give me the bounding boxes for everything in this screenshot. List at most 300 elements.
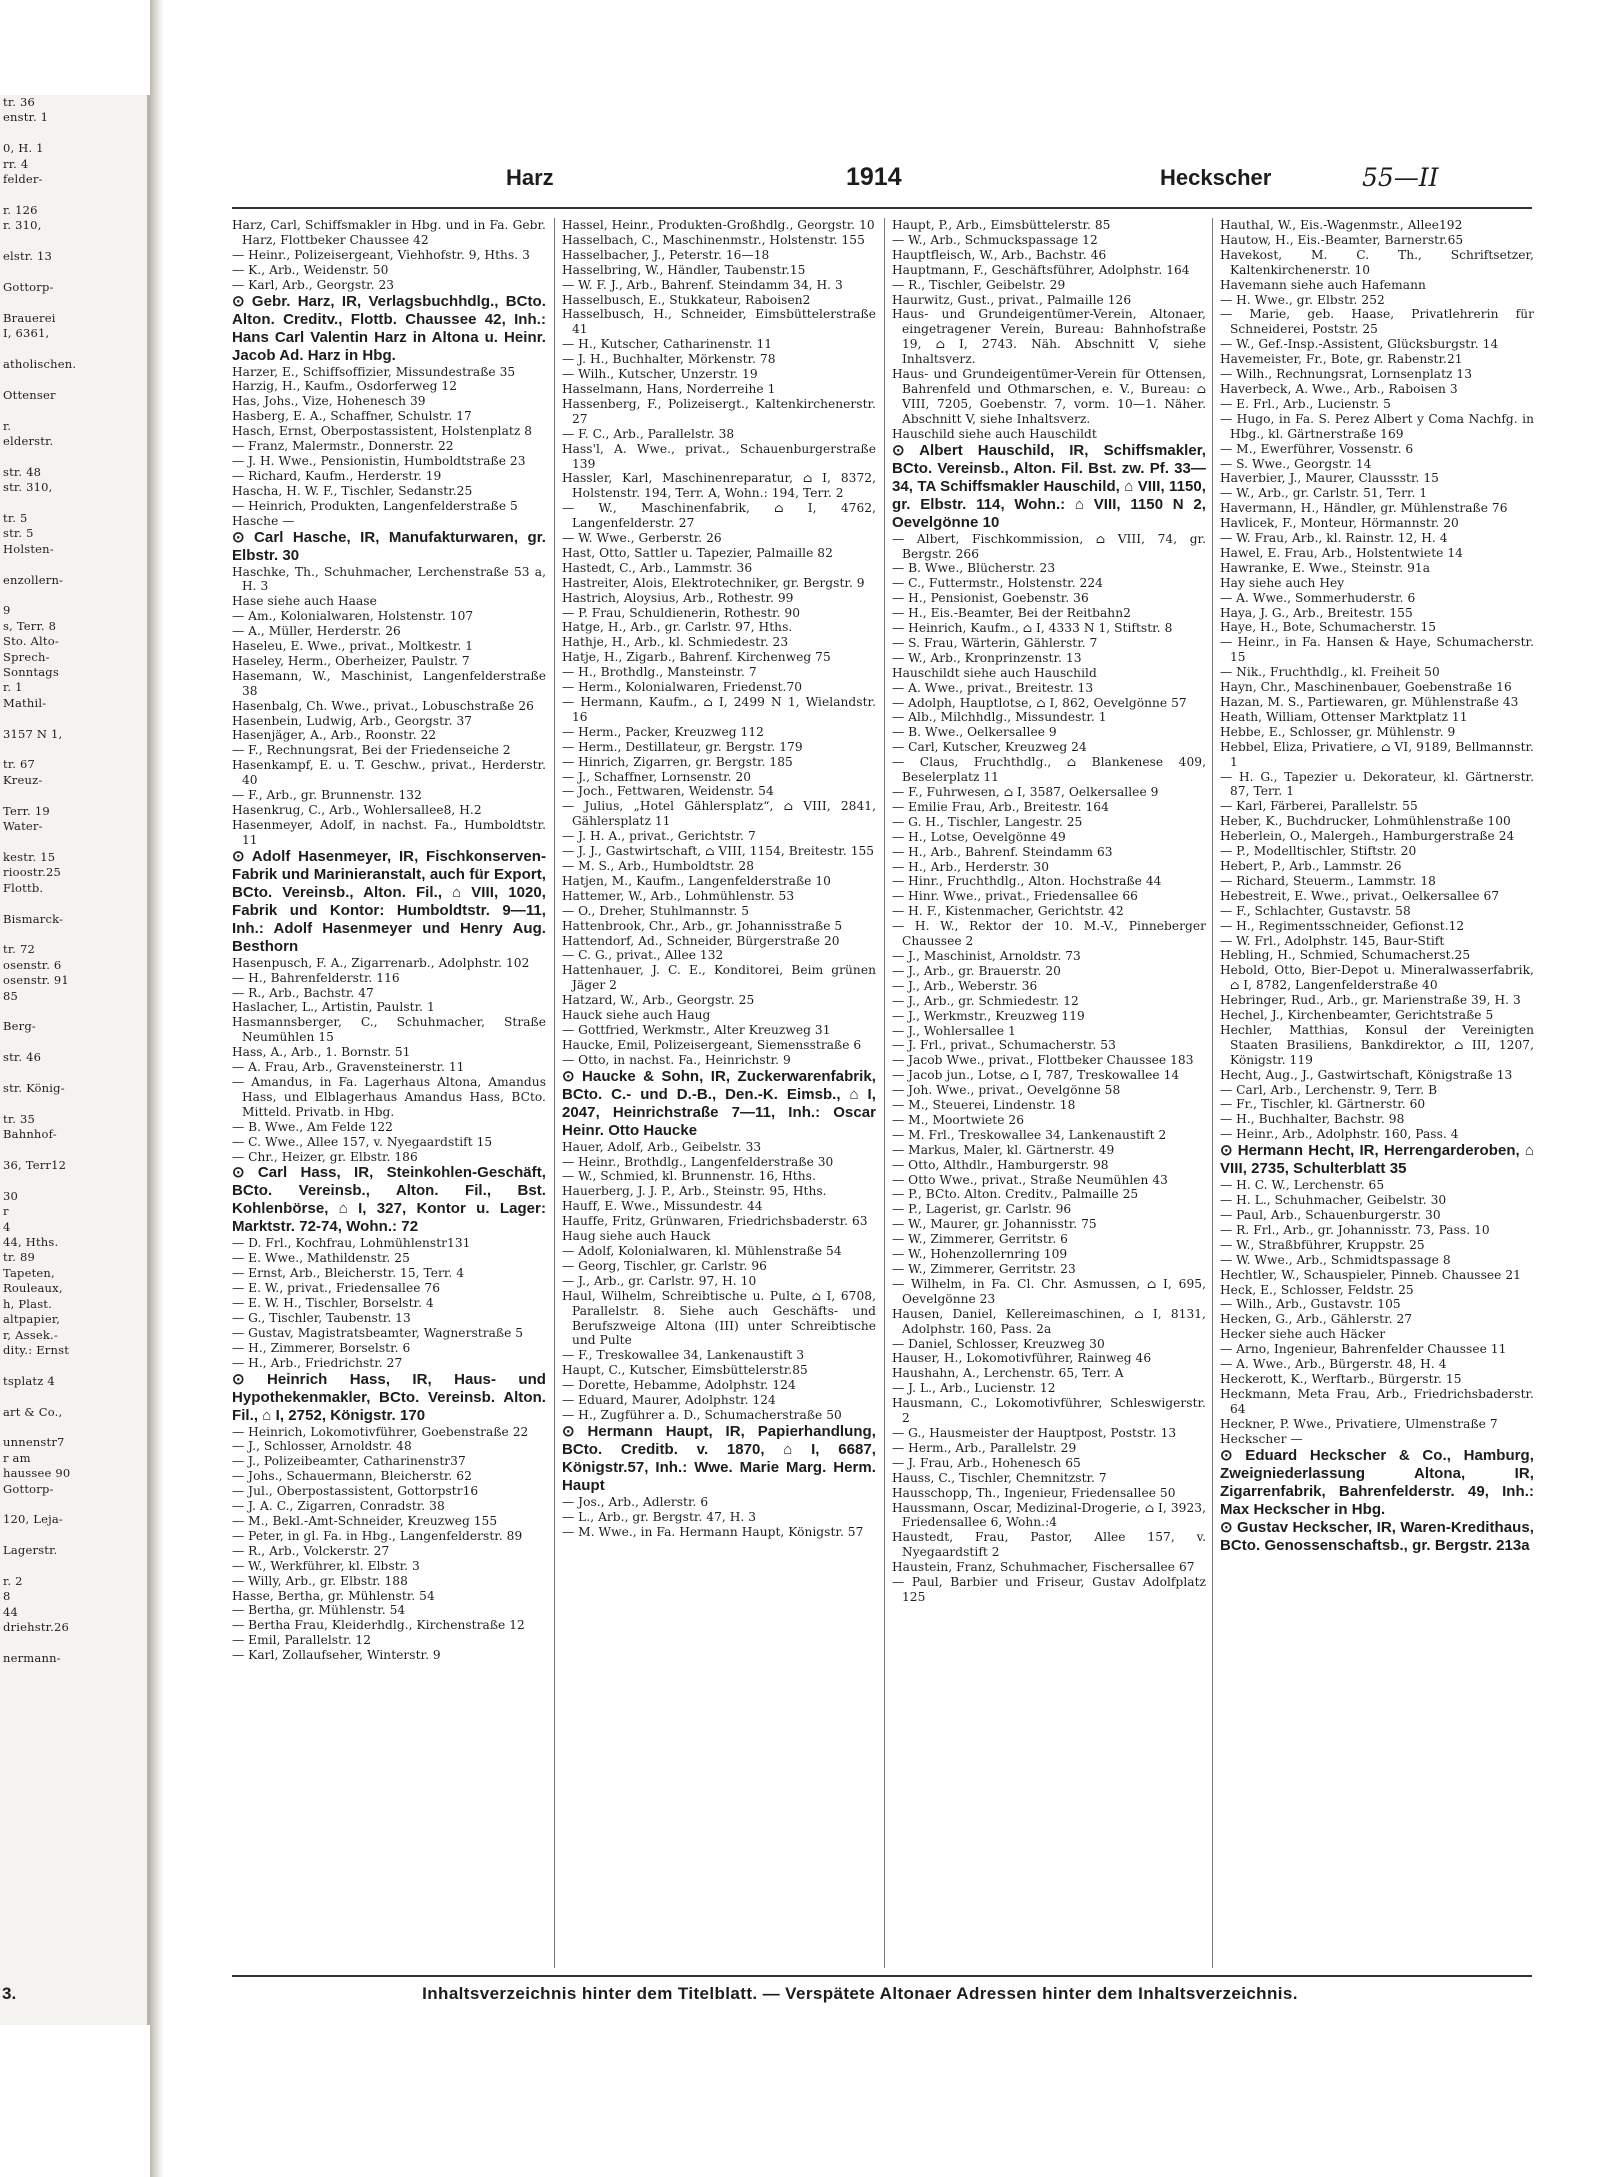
previous-page-line: tr. 89 bbox=[3, 1250, 35, 1265]
page-footer-note: Inhaltsverzeichnis hinter dem Titelblatt. — Verspätete Altonaer Adressen hinter dem Inhaltsverzeichnis. bbox=[422, 1984, 1298, 2003]
directory-entry: Hastedt, C., Arb., Lammstr. 36 bbox=[562, 560, 753, 575]
directory-entry: Havermann, H., Händler, gr. Mühlenstraße 76 bbox=[1220, 501, 1508, 516]
directory-entry: — Heinrich, Kaufm., ⌂ I, 4333 N 1, Stiftstr. 8 bbox=[892, 621, 1173, 636]
directory-entry: Hasberg, E. A., Schaffner, Schulstr. 17 bbox=[232, 409, 472, 424]
directory-entry: Heckerott, K., Werftarb., Bürgerstr. 15 bbox=[1220, 1371, 1462, 1386]
previous-page-line: Holsten- bbox=[3, 541, 54, 556]
directory-entry: — W. Frl., Adolphstr. 145, Baur-Stift bbox=[1220, 933, 1445, 948]
previous-page-line: osenstr. 6 bbox=[3, 957, 62, 972]
directory-entry: — A. Wwe., privat., Breitestr. 13 bbox=[892, 680, 1094, 695]
directory-entry: — W., Maurer, gr. Johannisstr. 75 bbox=[892, 1217, 1097, 1232]
directory-entry: — Heinrich, Produkten, Langenfelderstraße 5 bbox=[232, 498, 518, 513]
previous-page-line bbox=[0, 264, 150, 279]
directory-entry: Hass, A., Arb., 1. Bornstr. 51 bbox=[232, 1045, 411, 1060]
directory-entry: Hebringer, Rud., Arb., gr. Marienstraße 39, H. 3 bbox=[1220, 993, 1521, 1008]
previous-page-line bbox=[0, 588, 150, 603]
directory-entry: — W., Straßbführer, Kruppstr. 25 bbox=[1220, 1237, 1425, 1252]
directory-entry: — W., Gef.-Insp.-Assistent, Glücksburgstr. 14 bbox=[1220, 337, 1499, 352]
previous-page-line: Bahnhof- bbox=[3, 1127, 57, 1142]
previous-page-line bbox=[0, 711, 150, 726]
directory-entry: — B. Wwe., Am Felde 122 bbox=[232, 1119, 393, 1134]
directory-entry-advertised: ⊙ Albert Hauschild, IR, Schiffsmakler, BCto. Vereinsb., Alton. Fil. Bst. zw. Pf. 33—34, TA Schiffsmakler Hauschild, ⌂ VIII, 1150, gr. Elbstr. 114, Wohn.: ⌂ VIII, 1150 N 2, Oevelgönne 10 bbox=[892, 441, 1206, 531]
directory-entry: — Heinr., in Fa. Hansen & Haye, Schumacherstr. 15 bbox=[1220, 635, 1534, 665]
directory-entry: — W., Arb., Schmuckspassage 12 bbox=[892, 232, 1098, 247]
directory-entry-advertised: ⊙ Carl Hass, IR, Steinkohlen-Geschäft, BCto. Vereinsb., Alton. Fil., Bst. Kohlenbörse, ⌂ I, 327, Kontor u. Lager: Marktstr. 72-74, Wohn.: 72 bbox=[232, 1164, 546, 1236]
directory-entry: — Hugo, in Fa. S. Perez Albert y Coma Nachfg. in Hbg., kl. Gärtnerstraße 169 bbox=[1220, 411, 1534, 441]
directory-entry: Hay siehe auch Hey bbox=[1220, 575, 1345, 590]
directory-entry: — Georg, Tischler, gr. Carlstr. 96 bbox=[562, 1258, 767, 1273]
directory-entry: — W., Werkführer, kl. Elbstr. 3 bbox=[232, 1558, 420, 1573]
directory-entry: — Karl, Zollaufseher, Winterstr. 9 bbox=[232, 1648, 441, 1663]
directory-entry: Heberlein, O., Malergeh., Hamburgerstraße 24 bbox=[1220, 829, 1515, 844]
previous-page-line: Flottb. bbox=[3, 880, 44, 895]
directory-entry: Haverbier, J., Maurer, Claussstr. 15 bbox=[1220, 471, 1439, 486]
directory-entry: Hattenhauer, J. C. E., Konditorei, Beim grünen Jäger 2 bbox=[562, 963, 876, 993]
directory-entry: — W. Wwe., Arb., Schmidtspassage 8 bbox=[1220, 1252, 1451, 1267]
directory-entry: Hausmann, C., Lokomotivführer, Schleswigerstr. 2 bbox=[892, 1396, 1206, 1426]
directory-entry: — Johs., Schauermann, Bleicherstr. 62 bbox=[232, 1469, 472, 1484]
previous-page-line: r. bbox=[3, 418, 12, 433]
previous-page-line: h, Plast. bbox=[3, 1296, 52, 1311]
directory-entry: — Richard, Steuerm., Lammstr. 18 bbox=[1220, 873, 1436, 888]
directory-entry: Havemeister, Fr., Bote, gr. Rabenstr.21 bbox=[1220, 352, 1463, 367]
previous-page-line: rr. 4 bbox=[3, 156, 29, 171]
directory-entry: Hastrich, Aloysius, Arb., Rothestr. 99 bbox=[562, 590, 794, 605]
previous-page-line bbox=[0, 449, 150, 464]
directory-entry: — P., Lagerist, gr. Carlstr. 96 bbox=[892, 1202, 1072, 1217]
directory-entry: — Jacob Wwe., privat., Flottbeker Chaussee 183 bbox=[892, 1053, 1194, 1068]
directory-entry: — G., Hausmeister der Hauptpost, Poststr. 13 bbox=[892, 1425, 1177, 1440]
previous-page-line: 3157 N 1, bbox=[3, 726, 63, 741]
directory-entry: Haurwitz, Gust., privat., Palmaille 126 bbox=[892, 292, 1132, 307]
directory-entry: Hasenbalg, Ch. Wwe., privat., Lobuschstraße 26 bbox=[232, 698, 534, 713]
directory-entry: — Jacob jun., Lotse, ⌂ I, 787, Treskowallee 14 bbox=[892, 1068, 1180, 1083]
directory-entry: — A., Müller, Herderstr. 26 bbox=[232, 624, 401, 639]
directory-entry: — H., Pensionist, Goebenstr. 36 bbox=[892, 591, 1089, 606]
directory-entry: — F., Schlachter, Gustavstr. 58 bbox=[1220, 903, 1411, 918]
directory-entry: — Hinr. Wwe., privat., Friedensallee 66 bbox=[892, 889, 1138, 904]
directory-entry: Havemann siehe auch Hafemann bbox=[1220, 277, 1426, 292]
directory-entry: — Herm., Kolonialwaren, Friedenst.70 bbox=[562, 680, 803, 695]
column-divider bbox=[1212, 218, 1213, 1968]
previous-page-line: 0, H. 1 bbox=[3, 141, 44, 156]
directory-entry: Heck, E., Schlosser, Feldstr. 25 bbox=[1220, 1282, 1414, 1297]
directory-entry: Harz, Carl, Schiffsmakler in Hbg. und in Fa. Gebr. Harz, Flottbeker Chaussee 42 bbox=[232, 218, 546, 247]
previous-page-line: Brauerei bbox=[3, 310, 56, 325]
directory-entry: — J. Frl., privat., Schumacherstr. 53 bbox=[892, 1038, 1116, 1053]
directory-entry: Hatge, H., Arb., gr. Carlstr. 97, Hths. bbox=[562, 620, 793, 635]
previous-page-line: r. 126 bbox=[3, 202, 38, 217]
directory-entry: Heber, K., Buchdrucker, Lohmühlenstraße 100 bbox=[1220, 814, 1511, 829]
directory-entry-advertised: ⊙ Adolf Hasenmeyer, IR, Fischkonserven-Fabrik und Marinieranstalt, auch für Export, BCto. Vereinsb., Alton. Fil., ⌂ VIII, 1020, Fabrik und Kontor: Humboldtstr. 9—11, Inh.: Adolf Hasenmeyer und Henry Aug. Besthorn bbox=[232, 847, 546, 955]
directory-entry: Haseleu, E. Wwe., privat., Moltkestr. 1 bbox=[232, 639, 474, 654]
column-3 bbox=[892, 218, 1206, 1968]
directory-entry: Hausschopp, Th., Ingenieur, Friedensallee 50 bbox=[892, 1485, 1176, 1500]
directory-entry: Hassel, Heinr., Produkten-Großhdlg., Georgstr. 10 bbox=[562, 218, 875, 232]
directory-entry: — Fr., Tischler, kl. Gärtnerstr. 60 bbox=[1220, 1097, 1426, 1112]
previous-page-line: unnenstr7 bbox=[3, 1435, 65, 1450]
directory-entry: — R. Frl., Arb., gr. Johannisstr. 73, Pass. 10 bbox=[1220, 1222, 1490, 1237]
directory-entry: — Daniel, Schlosser, Kreuzweg 30 bbox=[892, 1336, 1105, 1351]
directory-entry: — S. Wwe., Georgstr. 14 bbox=[1220, 456, 1372, 471]
directory-entry: — Gottfried, Werkmstr., Alter Kreuzweg 31 bbox=[562, 1022, 831, 1037]
directory-entry: — R., Arb., Bachstr. 47 bbox=[232, 985, 374, 1000]
directory-entry: — H., Brothdlg., Mansteinstr. 7 bbox=[562, 665, 757, 680]
directory-entry: Harzer, E., Schiffsoffizier, Missundestraße 35 bbox=[232, 364, 516, 379]
directory-entry: — Bertha Frau, Kleiderhdlg., Kirchenstraße 12 bbox=[232, 1618, 525, 1633]
previous-page-line: enstr. 1 bbox=[3, 110, 49, 125]
previous-page-line bbox=[0, 1143, 150, 1158]
directory-entry: — F., Fuhrwesen, ⌂ I, 3587, Oelkersallee 9 bbox=[892, 785, 1159, 799]
directory-entry: Hauff, E. Wwe., Missundestr. 44 bbox=[562, 1199, 763, 1214]
directory-page bbox=[170, 0, 1550, 2177]
directory-entry: Hattenbrook, Chr., Arb., gr. Johannisstraße 5 bbox=[562, 918, 843, 933]
directory-entry: — J., Schlosser, Arnoldstr. 48 bbox=[232, 1439, 412, 1454]
directory-entry: Havlicek, F., Monteur, Hörmannstr. 20 bbox=[1220, 516, 1459, 531]
directory-entry: — A. Wwe., Arb., Bürgerstr. 48, H. 4 bbox=[1220, 1357, 1447, 1372]
directory-entry: — H. Wwe., gr. Elbstr. 252 bbox=[1220, 292, 1385, 307]
previous-page-line bbox=[0, 342, 150, 357]
directory-entry: Hassenberg, F., Polizeisergt., Kaltenkirchenerstr. 27 bbox=[562, 396, 876, 426]
directory-entry: Hasselbusch, E., Stukkateur, Raboisen2 bbox=[562, 292, 811, 307]
previous-page-line bbox=[0, 1389, 150, 1404]
directory-entry: — F., Treskowallee 34, Lankenaustift 3 bbox=[562, 1348, 805, 1363]
directory-entry: — H., Arb., Friedrichstr. 27 bbox=[232, 1355, 403, 1370]
previous-page-line: 44, Hths. bbox=[3, 1235, 59, 1250]
previous-page-line bbox=[0, 372, 150, 387]
directory-entry: — Am., Kolonialwaren, Holstenstr. 107 bbox=[232, 609, 474, 624]
column-4 bbox=[1220, 218, 1534, 1968]
directory-entry: — H., Zimmerer, Borselstr. 6 bbox=[232, 1340, 411, 1355]
directory-entry: — H. G., Tapezier u. Dekorateur, kl. Gärtnerstr. 87, Terr. 1 bbox=[1220, 769, 1534, 799]
directory-entry: — Heinr., Brothdlg., Langenfelderstraße 30 bbox=[562, 1154, 834, 1169]
header-right-keyword: Heckscher bbox=[1160, 165, 1272, 190]
directory-entry: — Gustav, Magistratsbeamter, Wagnerstraße 5 bbox=[232, 1325, 524, 1340]
directory-entry: — Jos., Arb., Adlerstr. 6 bbox=[562, 1494, 709, 1509]
directory-entry: — J. H. Wwe., Pensionistin, Humboldtstraße 23 bbox=[232, 453, 526, 468]
previous-page-line: elstr. 13 bbox=[3, 249, 52, 264]
directory-entry-advertised: ⊙ Hermann Hecht, IR, Herrengarderoben, ⌂ VIII, 2735, Schulterblatt 35 bbox=[1220, 1142, 1534, 1178]
previous-page-line bbox=[0, 1173, 150, 1188]
directory-entry: Hauser, H., Lokomotivführer, Rainweg 46 bbox=[892, 1351, 1152, 1366]
previous-page-line: tr. 35 bbox=[3, 1111, 35, 1126]
previous-page-line bbox=[0, 1636, 150, 1651]
directory-entry: — Herm., Destillateur, gr. Bergstr. 179 bbox=[562, 739, 803, 754]
directory-entry: — Heinr., Arb., Adolphstr. 160, Pass. 4 bbox=[1220, 1127, 1459, 1142]
previous-page-line: 120, Leja- bbox=[3, 1512, 64, 1527]
directory-entry: — E. W. H., Tischler, Borselstr. 4 bbox=[232, 1296, 434, 1311]
previous-page-line: Sprech- bbox=[3, 649, 50, 664]
directory-entry: — Chr., Heizer, gr. Elbstr. 186 bbox=[232, 1149, 418, 1164]
previous-page-line bbox=[0, 1559, 150, 1574]
directory-entry: — Ernst, Arb., Bleicherstr. 15, Terr. 4 bbox=[232, 1266, 465, 1281]
directory-entry: — H., Regimentsschneider, Gefionst.12 bbox=[1220, 918, 1465, 933]
directory-entry: — A. Wwe., Sommerhuderstr. 6 bbox=[1220, 590, 1416, 605]
directory-entry: — Markus, Maler, kl. Gärtnerstr. 49 bbox=[892, 1142, 1115, 1157]
directory-entry: Haussmann, Oscar, Medizinal-Drogerie, ⌂ I, 3923, Friedensallee 6, Wohn.:4 bbox=[892, 1500, 1206, 1530]
directory-entry: — H., Kutscher, Catharinenstr. 11 bbox=[562, 337, 773, 352]
directory-entry: — Otto, Althdlr., Hamburgerstr. 98 bbox=[892, 1157, 1109, 1172]
directory-entry: — Joh. Wwe., privat., Oevelgönne 58 bbox=[892, 1083, 1121, 1098]
directory-entry: Hassler, Karl, Maschinenreparatur, ⌂ I, 8372, Holstenstr. 194, Terr. A, Wohn.: 194, Terr. 2 bbox=[562, 471, 876, 501]
directory-entry: — Paul, Barbier und Friseur, Gustav Adolfplatz 125 bbox=[892, 1575, 1206, 1604]
previous-page-line: atholischen. bbox=[3, 356, 77, 371]
previous-page-line: Ottenser bbox=[3, 387, 56, 402]
previous-page-line: tr. 72 bbox=[3, 942, 35, 957]
previous-page-line: Berg- bbox=[3, 1019, 37, 1034]
directory-entry: Heckscher — bbox=[1220, 1431, 1303, 1446]
directory-entry: — J., Wohlersallee 1 bbox=[892, 1023, 1016, 1038]
directory-entry: Hast, Otto, Sattler u. Tapezier, Palmaille 82 bbox=[562, 545, 833, 560]
previous-page-line: osenstr. 91 bbox=[3, 973, 69, 988]
directory-entry: Haye, H., Bote, Schumacherstr. 15 bbox=[1220, 620, 1437, 635]
directory-columns bbox=[232, 218, 1532, 1968]
previous-page-line: str. 5 bbox=[3, 526, 34, 541]
directory-entry: — J. J., Gastwirtschaft, ⌂ VIII, 1154, Breitestr. 155 bbox=[562, 844, 875, 859]
directory-entry: Hecht, Aug., J., Gastwirtschaft, Königstraße 13 bbox=[1220, 1067, 1513, 1082]
previous-page-line: 8 bbox=[3, 1589, 11, 1604]
page-number: 55—II bbox=[1362, 163, 1439, 192]
previous-page-line: art & Co., bbox=[3, 1404, 63, 1419]
directory-entry: Hauss, C., Tischler, Chemnitzstr. 7 bbox=[892, 1470, 1107, 1485]
directory-entry: — Otto, in nachst. Fa., Heinrichstr. 9 bbox=[562, 1052, 791, 1067]
previous-page-line bbox=[0, 1035, 150, 1050]
previous-page-line: altpapier, bbox=[3, 1312, 61, 1327]
directory-entry: Hasse, Bertha, gr. Mühlenstr. 54 bbox=[232, 1588, 435, 1603]
directory-entry: Hauptfleisch, W., Arb., Bachstr. 46 bbox=[892, 247, 1107, 262]
previous-page-line bbox=[0, 742, 150, 757]
previous-page-line bbox=[0, 927, 150, 942]
previous-page-line bbox=[0, 496, 150, 511]
directory-entry: — C. G., privat., Allee 132 bbox=[562, 948, 724, 963]
directory-entry: — J. H., Buchhalter, Mörkenstr. 78 bbox=[562, 352, 776, 367]
directory-entry: — Wilh., Arb., Gustavstr. 105 bbox=[1220, 1297, 1401, 1312]
directory-entry: — H. L., Schuhmacher, Geibelstr. 30 bbox=[1220, 1193, 1447, 1208]
column-1 bbox=[232, 218, 546, 1968]
directory-entry: Hauptmann, F., Geschäftsführer, Adolphstr. 164 bbox=[892, 262, 1190, 277]
directory-entry: Hass'l, A. Wwe., privat., Schauenburgerstraße 139 bbox=[562, 441, 876, 471]
previous-page-line: nermann- bbox=[3, 1651, 61, 1666]
directory-entry: Hauck siehe auch Haug bbox=[562, 1008, 711, 1023]
previous-page-line: 85 bbox=[3, 988, 19, 1003]
directory-entry-advertised: ⊙ Hermann Haupt, IR, Papierhandlung, BCto. Creditb. v. 1870, ⌂ I, 6687, Königstr.57, Inh.: Wwe. Marie Marg. Herm. Haupt bbox=[562, 1422, 876, 1494]
directory-entry: Hazan, M. S., Partiewaren, gr. Mühlenstraße 43 bbox=[1220, 695, 1519, 709]
directory-entry: — W., Schmied, kl. Brunnenstr. 16, Hths. bbox=[562, 1169, 816, 1184]
directory-entry: Hecker siehe auch Häcker bbox=[1220, 1327, 1386, 1342]
directory-entry: Haupt, C., Kutscher, Eimsbüttelerstr.85 bbox=[562, 1363, 808, 1378]
directory-entry: Haustedt, Frau, Pastor, Allee 157, v. Nyegaardstift 2 bbox=[892, 1530, 1206, 1560]
directory-entry: — M., Bekl.-Amt-Schneider, Kreuzweg 155 bbox=[232, 1514, 498, 1528]
directory-entry: Hase siehe auch Haase bbox=[232, 594, 377, 609]
previous-page-line: 44 bbox=[3, 1604, 19, 1619]
directory-entry: Hebestreit, E. Wwe., privat., Oelkersallee 67 bbox=[1220, 888, 1500, 903]
directory-entry: — H., Bahrenfelderstr. 116 bbox=[232, 970, 400, 985]
directory-entry: — Richard, Kaufm., Herderstr. 19 bbox=[232, 468, 442, 483]
directory-entry: Harzig, H., Kaufm., Osdorferweg 12 bbox=[232, 379, 458, 394]
directory-entry: — G. H., Tischler, Langestr. 25 bbox=[892, 814, 1083, 829]
directory-entry: — C. Wwe., Allee 157, v. Nyegaardstift 15 bbox=[232, 1134, 493, 1149]
previous-page-line: 9 bbox=[3, 603, 11, 618]
previous-page-line: Bismarck- bbox=[3, 911, 64, 926]
directory-entry-advertised: ⊙ Haucke & Sohn, IR, Zuckerwarenfabrik, BCto. C.- und D.-B., Den.-K. Eimsb., ⌂ I, 2047, Heinrichstraße 7—11, Inh.: Oscar Heinr. Otto Haucke bbox=[562, 1067, 876, 1139]
directory-entry: — H., Zugführer a. D., Schumacherstraße 50 bbox=[562, 1407, 842, 1422]
header-year: 1914 bbox=[846, 163, 902, 191]
directory-entry: — Carl, Kutscher, Kreuzweg 24 bbox=[892, 740, 1087, 755]
directory-entry: Heath, William, Ottenser Marktplatz 11 bbox=[1220, 709, 1468, 724]
directory-entry: — W., Zimmerer, Gerritstr. 6 bbox=[892, 1232, 1068, 1247]
directory-entry: Hasselbring, W., Händler, Taubenstr.15 bbox=[562, 262, 806, 277]
directory-entry: — Heinrich, Lokomotivführer, Goebenstraße 22 bbox=[232, 1424, 529, 1439]
directory-entry: Hasenbein, Ludwig, Arb., Georgstr. 37 bbox=[232, 713, 473, 728]
directory-entry: — J., Werkmstr., Kreuzweg 119 bbox=[892, 1008, 1085, 1023]
directory-entry: Hathje, H., Arb., kl. Schmiedestr. 23 bbox=[562, 635, 789, 650]
previous-page-line: Sto. Alto- bbox=[3, 634, 59, 649]
directory-entry: — Franz, Malermstr., Donnerstr. 22 bbox=[232, 439, 454, 454]
directory-entry: Hasselmann, Hans, Norderreihe 1 bbox=[562, 381, 776, 396]
directory-entry: — M. S., Arb., Humboldtstr. 28 bbox=[562, 858, 755, 873]
previous-page-footer: 3. bbox=[2, 1984, 17, 2003]
directory-entry: — Karl, Färberei, Parallelstr. 55 bbox=[1220, 799, 1418, 814]
directory-entry: — Wilhelm, in Fa. Cl. Chr. Asmussen, ⌂ I, 695, Oevelgönne 23 bbox=[892, 1276, 1206, 1306]
directory-entry-advertised: ⊙ Eduard Heckscher & Co., Hamburg, Zweigniederlassung Altona, IR, Zigarrenfabrik, Bahrenfelderstr. 49, Inh.: Max Heckscher in Hbg. bbox=[1220, 1446, 1534, 1518]
directory-entry: Haug siehe auch Hauck bbox=[562, 1229, 711, 1244]
directory-entry: — B. Wwe., Blücherstr. 23 bbox=[892, 561, 1056, 576]
directory-entry: Hastreiter, Alois, Elektrotechniker, gr. Bergstr. 9 bbox=[562, 575, 865, 590]
directory-entry: Hasenkrug, C., Arb., Wohlersallee8, H.2 bbox=[232, 803, 482, 817]
directory-entry: Hasmannsberger, C., Schuhmacher, Straße Neumühlen 15 bbox=[232, 1015, 546, 1045]
directory-entry: — W., Arb., gr. Carlstr. 51, Terr. 1 bbox=[1220, 486, 1428, 501]
directory-entry: Hauschildt siehe auch Hauschild bbox=[892, 665, 1097, 680]
directory-entry: — Bertha, gr. Mühlenstr. 54 bbox=[232, 1603, 406, 1618]
directory-entry: Hasche — bbox=[232, 513, 295, 528]
directory-entry: — Otto Wwe., privat., Straße Neumühlen 43 bbox=[892, 1172, 1168, 1187]
directory-entry: — Dorette, Hebamme, Adolphstr. 124 bbox=[562, 1378, 796, 1393]
directory-entry: Hausen, Daniel, Kellereimaschinen, ⌂ I, 8131, Adolphstr. 160, Pass. 2a bbox=[892, 1306, 1206, 1336]
directory-entry: Haslacher, L., Artistin, Paulstr. 1 bbox=[232, 1000, 435, 1015]
previous-page-line: r, Assek.- bbox=[3, 1327, 58, 1342]
directory-entry: — C., Futtermstr., Holstenstr. 224 bbox=[892, 576, 1103, 591]
directory-entry: Haseley, Herm., Oberheizer, Paulstr. 7 bbox=[232, 653, 470, 668]
previous-page-line: Gottorp- bbox=[3, 279, 54, 294]
header-left-keyword: Harz bbox=[506, 165, 554, 190]
directory-entry: — W., Zimmerer, Gerritstr. 23 bbox=[892, 1262, 1076, 1276]
directory-entry: — M., Ewerführer, Vossenstr. 6 bbox=[1220, 441, 1414, 456]
book-gutter bbox=[150, 0, 164, 2177]
previous-page-line: felder- bbox=[3, 172, 43, 187]
directory-entry: Hasselbach, C., Maschinenmstr., Holstenstr. 155 bbox=[562, 232, 865, 247]
directory-entry: — P., Modelltischler, Stiftstr. 20 bbox=[1220, 844, 1417, 859]
column-divider bbox=[884, 218, 885, 1968]
directory-entry: — J., Arb., gr. Carlstr. 97, H. 10 bbox=[562, 1273, 757, 1288]
directory-entry: Hechtler, W., Schauspieler, Pinneb. Chaussee 21 bbox=[1220, 1267, 1521, 1282]
previous-page-line: Sonntags bbox=[3, 665, 59, 680]
directory-entry: Hebert, P., Arb., Lammstr. 26 bbox=[1220, 858, 1402, 873]
previous-page-line bbox=[0, 403, 150, 418]
previous-page-line: I, 6361, bbox=[3, 326, 50, 341]
directory-entry: — D. Frl., Kochfrau, Lohmühlenstr131 bbox=[232, 1236, 471, 1251]
previous-page-line: 36, Terr12 bbox=[3, 1158, 67, 1173]
directory-entry-advertised: ⊙ Carl Hasche, IR, Manufakturwaren, gr. Elbstr. 30 bbox=[232, 528, 546, 564]
directory-entry: — P. Frau, Schuldienerin, Rothestr. 90 bbox=[562, 605, 801, 620]
directory-entry: Haustein, Franz, Schuhmacher, Fischersallee 67 bbox=[892, 1560, 1195, 1575]
directory-entry: — Hinr., Fruchthdlg., Alton. Hochstraße 44 bbox=[892, 874, 1162, 889]
directory-entry: Hebold, Otto, Bier-Depot u. Mineralwasserfabrik, ⌂ I, 8782, Langenfelderstraße 40 bbox=[1220, 963, 1534, 993]
header-rule bbox=[232, 207, 1532, 209]
directory-entry: — H. C. W., Lerchenstr. 65 bbox=[1220, 1178, 1385, 1193]
previous-page-line: Tapeten, bbox=[3, 1265, 55, 1280]
previous-page-line: s, Terr. 8 bbox=[3, 618, 57, 633]
directory-entry: Hasemann, W., Maschinist, Langenfelderstraße 38 bbox=[232, 668, 546, 698]
previous-page-line: tr. 36 bbox=[3, 95, 35, 109]
directory-entry: — J., Arb., gr. Brauerstr. 20 bbox=[892, 963, 1061, 978]
directory-entry: Haya, J. G., Arb., Breitestr. 155 bbox=[1220, 605, 1413, 620]
previous-page-line bbox=[0, 187, 150, 202]
previous-page-line: kestr. 15 bbox=[3, 849, 56, 864]
directory-entry: Hebbe, E., Schlosser, gr. Mühlenstr. 9 bbox=[1220, 724, 1456, 739]
previous-page-line bbox=[0, 1497, 150, 1512]
directory-entry: Haus- und Grundeigentümer-Verein, Altonaer, eingetragener Verein, Bureau: Bahnhofstraße 19, ⌂ I, 2743. Näh. Abschnitt V, siehe Inhaltsverz. bbox=[892, 307, 1206, 367]
previous-page-line: Lagerstr. bbox=[3, 1543, 58, 1558]
directory-entry: — W. Frau, Arb., kl. Rainstr. 12, H. 4 bbox=[1220, 531, 1448, 546]
directory-entry: — G., Tischler, Taubenstr. 13 bbox=[232, 1310, 411, 1325]
directory-entry: — M., Moortwiete 26 bbox=[892, 1112, 1025, 1127]
directory-entry: — Herm., Arb., Parallelstr. 29 bbox=[892, 1440, 1077, 1455]
previous-page-line: driehstr.26 bbox=[3, 1620, 69, 1635]
directory-entry: — J., Maschinist, Arnoldstr. 73 bbox=[892, 948, 1081, 963]
previous-page-line: Gottorp- bbox=[3, 1481, 54, 1496]
directory-entry: — Alb., Milchhdlg., Missundestr. 1 bbox=[892, 710, 1107, 725]
directory-entry: — W., Hohenzollernring 109 bbox=[892, 1247, 1068, 1262]
previous-page-line: 30 bbox=[3, 1188, 19, 1203]
previous-page-line bbox=[0, 1096, 150, 1111]
directory-entry: — J., Arb., gr. Schmiedestr. 12 bbox=[892, 993, 1079, 1008]
directory-entry: — Herm., Packer, Kreuzweg 112 bbox=[562, 724, 764, 739]
directory-entry: — M. Frl., Treskowallee 34, Lankenaustift 2 bbox=[892, 1127, 1167, 1142]
directory-entry: — F., Rechnungsrat, Bei der Friedenseiche 2 bbox=[232, 743, 511, 758]
directory-entry: Hatjen, M., Kaufm., Langenfelderstraße 10 bbox=[562, 873, 831, 888]
directory-entry: — Joch., Fettwaren, Weidenstr. 54 bbox=[562, 784, 774, 799]
directory-entry: Hauer, Adolf, Arb., Geibelstr. 33 bbox=[562, 1139, 762, 1154]
page-header bbox=[170, 165, 1550, 205]
previous-page-line: str. König- bbox=[3, 1081, 65, 1095]
previous-page-line bbox=[0, 234, 150, 249]
directory-entry: — R., Tischler, Geibelstr. 29 bbox=[892, 277, 1066, 292]
directory-entry: — Adolf, Kolonialwaren, kl. Mühlenstraße 54 bbox=[562, 1244, 842, 1258]
directory-entry: Hasch, Ernst, Oberpostassistent, Holstenplatz 8 bbox=[232, 424, 533, 439]
directory-entry: — J. A. C., Zigarren, Conradstr. 38 bbox=[232, 1499, 445, 1514]
previous-page-line: str. 310, bbox=[3, 480, 53, 495]
previous-page-line bbox=[0, 126, 150, 141]
directory-entry: Hecken, G., Arb., Gählerstr. 27 bbox=[1220, 1312, 1413, 1327]
previous-page-line: r. 310, bbox=[3, 218, 42, 233]
directory-entry: — Albert, Fischkommission, ⌂ VIII, 74, gr. Bergstr. 266 bbox=[892, 531, 1206, 561]
directory-entry: — Amandus, in Fa. Lagerhaus Altona, Amandus Hass, und Elblagerhaus Amandus Hass, BCto. Mitteld. Privatb. in Hbg. bbox=[232, 1074, 546, 1119]
directory-entry: — J. H. A., privat., Gerichtstr. 7 bbox=[562, 829, 756, 844]
directory-entry: — A. Frau, Arb., Gravensteinerstr. 11 bbox=[232, 1060, 465, 1075]
directory-entry: Hayn, Chr., Maschinenbauer, Goebenstraße 16 bbox=[1220, 680, 1512, 695]
directory-entry: Hattemer, W., Arb., Lohmühlenstr. 53 bbox=[562, 888, 795, 903]
directory-entry: Hattendorf, Ad., Schneider, Bürgerstraße 20 bbox=[562, 933, 840, 948]
directory-entry: Hechel, J., Kirchenbeamter, Gerichtstraße 5 bbox=[1220, 1008, 1494, 1023]
previous-page-line bbox=[0, 835, 150, 850]
directory-entry: — Paul, Arb., Schauenburgerstr. 30 bbox=[1220, 1208, 1441, 1222]
directory-entry: — M., Steuerei, Lindenstr. 18 bbox=[892, 1098, 1076, 1113]
directory-entry: Haucke, Emil, Polizeisergeant, Siemensstraße 6 bbox=[562, 1037, 862, 1052]
previous-page-line: dity.: Ernst bbox=[3, 1342, 70, 1357]
previous-page-line: tr. 5 bbox=[3, 510, 28, 525]
previous-page-line bbox=[0, 1528, 150, 1543]
directory-entry: — H., Eis.-Beamter, Bei der Reitbahn2 bbox=[892, 606, 1131, 621]
